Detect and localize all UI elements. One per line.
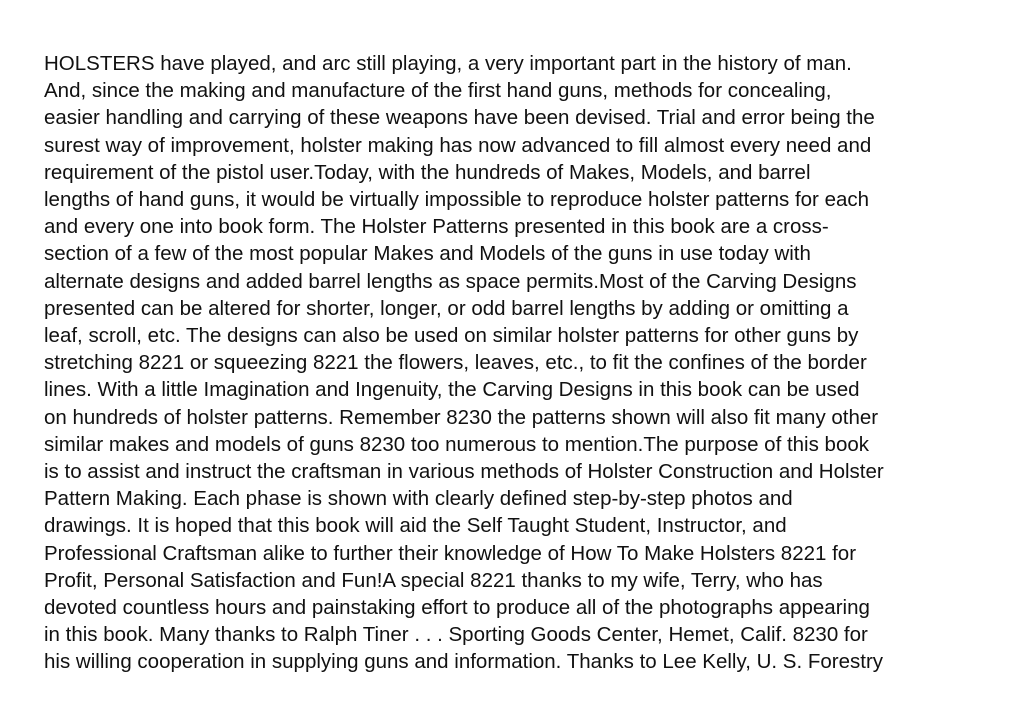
text-line: leaf, scroll, etc. The designs can also be used on similar holster patterns for other guns by bbox=[44, 324, 859, 348]
text-line: lines. With a little Imagination and Ingenuity, the Carving Designs in this book can be used bbox=[44, 378, 860, 402]
text-line: surest way of improvement, holster making has now advanced to fill almost every need and bbox=[44, 133, 872, 157]
text-line: Professional Craftsman alike to further their knowledge of How To Make Holsters 8221 for bbox=[44, 541, 857, 565]
text-line: section of a few of the most popular Makes and Models of the guns in use today with bbox=[44, 242, 811, 266]
text-line: easier handling and carrying of these weapons have been devised. Trial and error being the bbox=[44, 106, 875, 130]
text-line: on hundreds of holster patterns. Remember 8230 the patterns shown will also fit many other bbox=[44, 405, 879, 429]
text-line: is to assist and instruct the craftsman in various methods of Holster Construction and Holster bbox=[44, 460, 884, 484]
text-line: alternate designs and added barrel lengths as space permits.Most of the Carving Designs bbox=[44, 269, 857, 293]
text-line: And, since the making and manufacture of the first hand guns, methods for concealing, bbox=[44, 79, 832, 103]
text-line: lengths of hand guns, it would be virtually impossible to reproduce holster patterns for each bbox=[44, 188, 870, 212]
text-line: drawings. It is hoped that this book will aid the Self Taught Student, Instructor, and bbox=[44, 514, 787, 538]
text-line: presented can be altered for shorter, longer, or odd barrel lengths by adding or omitting a bbox=[44, 296, 849, 320]
text-line: and every one into book form. The Holster Patterns presented in this book are a cross- bbox=[44, 215, 829, 239]
text-line: Pattern Making. Each phase is shown with clearly defined step-by-step photos and bbox=[44, 487, 793, 511]
text-line: devoted countless hours and painstaking effort to produce all of the photographs appearing bbox=[44, 596, 870, 620]
text-line: requirement of the pistol user.Today, with the hundreds of Makes, Models, and barrel bbox=[44, 160, 811, 184]
text-line: HOLSTERS have played, and arc still playing, a very important part in the history of man. bbox=[44, 52, 852, 75]
body-text bbox=[44, 50, 1004, 676]
text-line: in this book. Many thanks to Ralph Tiner . . . Sporting Goods Center, Hemet, Calif. 8230 for bbox=[44, 623, 868, 647]
text-line: Profit, Personal Satisfaction and Fun!A special 8221 thanks to my wife, Terry, who has bbox=[44, 568, 823, 592]
text-line: his willing cooperation in supplying guns and information. Thanks to Lee Kelly, U. S. Forestry bbox=[44, 650, 884, 674]
text-line: stretching 8221 or squeezing 8221 the flowers, leaves, etc., to fit the confines of the border bbox=[44, 351, 867, 375]
text-line: similar makes and models of guns 8230 too numerous to mention.The purpose of this book bbox=[44, 432, 870, 456]
